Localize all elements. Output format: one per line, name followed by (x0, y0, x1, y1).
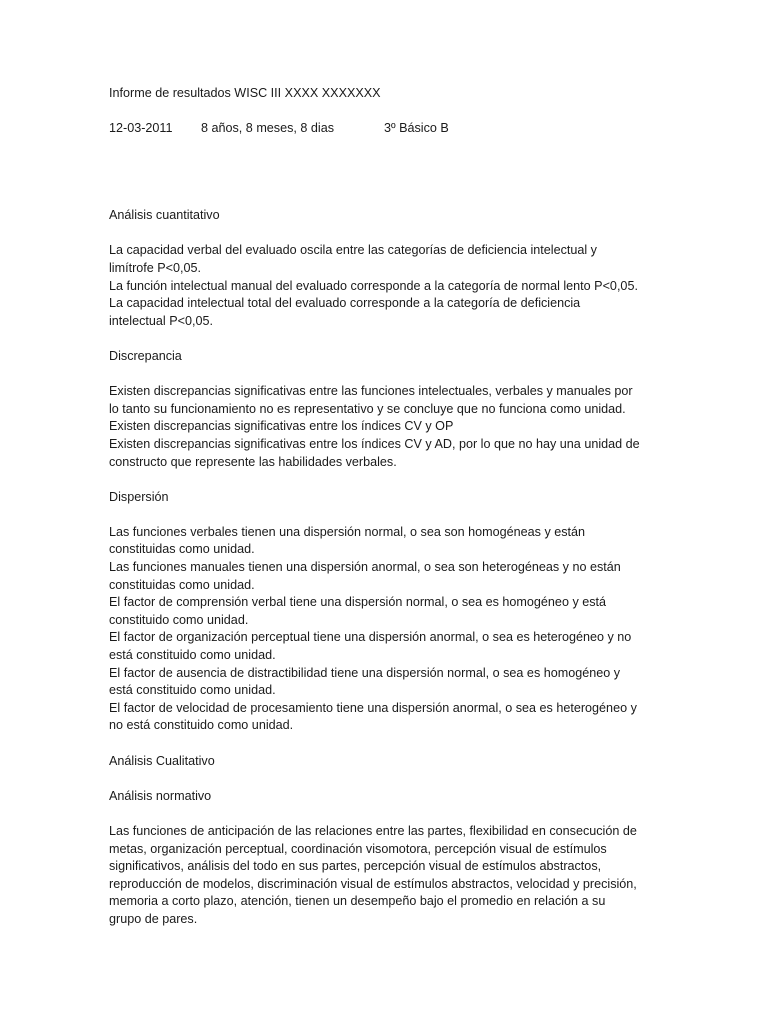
section-heading-normativo: Análisis normativo (109, 788, 212, 803)
section-heading-dispersion: Dispersión (109, 489, 169, 504)
text-line: Existen discrepancias significativas entre las funciones intelectuales, verbales y manuales por (109, 384, 633, 399)
text-line: Las funciones verbales tienen una dispersión normal, o sea son homogéneas y están (109, 524, 586, 539)
text-line: grupo de pares. (109, 911, 198, 926)
section-heading-cuantitativo: Análisis cuantitativo (109, 208, 220, 223)
text-line: lo tanto su funcionamiento no es representativo y se concluye que no funciona como unidad. (109, 401, 626, 416)
text-line: Las funciones de anticipación de las relaciones entre las partes, flexibilidad en consecución de (109, 823, 637, 838)
report-date: 12-03-2011 (109, 120, 173, 135)
text-line: constituidas como unidad. (109, 577, 255, 592)
section-heading-discrepancia: Discrepancia (109, 348, 182, 363)
text-line: constituido como unidad. (109, 612, 249, 627)
text-line: Las funciones manuales tienen una dispersión anormal, o sea son heterogéneas y no están (109, 560, 621, 575)
text-line: intelectual P<0,05. (109, 313, 213, 328)
text-line: limítrofe P<0,05. (109, 260, 202, 275)
text-line: La capacidad verbal del evaluado oscila entre las categorías de deficiencia intelectual y (109, 243, 597, 258)
text-line: constituidas como unidad. (109, 542, 255, 557)
text-line: El factor de organización perceptual tiene una dispersión anormal, o sea es heterogéneo y no (109, 630, 632, 645)
text-line: El factor de velocidad de procesamiento tiene una dispersión anormal, o sea es heterogéneo y (109, 700, 637, 715)
text-line: Existen discrepancias significativas entre los índices CV y AD, por lo que no hay una unidad de (109, 436, 640, 451)
text-line: memoria a corto plazo, atención, tienen un desempeño bajo el promedio en relación a su (109, 894, 606, 909)
student-age: 8 años, 8 meses, 8 dias (201, 120, 335, 135)
text-line: significativos, análisis del todo en sus partes, percepción visual de estímulos abstractos, (109, 859, 602, 874)
section-body-cuantitativo (109, 242, 669, 330)
document-meta (109, 120, 669, 138)
text-line: está constituido como unidad. (109, 683, 276, 698)
section-body-normativo (109, 823, 669, 929)
text-line: Existen discrepancias significativas entre los índices CV y OP (109, 419, 454, 434)
text-line: constructo que represente las habilidades verbales. (109, 454, 397, 469)
text-line: está constituido como unidad. (109, 648, 276, 663)
text-line: El factor de ausencia de distractibilidad tiene una dispersión normal, o sea es homogéneo y (109, 665, 621, 680)
section-body-discrepancia (109, 383, 669, 471)
student-grade: 3º Básico B (384, 120, 449, 135)
text-line: El factor de comprensión verbal tiene una dispersión normal, o sea es homogéneo y está (109, 595, 607, 610)
text-line: no está constituido como unidad. (109, 718, 294, 733)
text-line: La función intelectual manual del evaluado corresponde a la categoría de normal lento P<0,05. (109, 278, 638, 293)
document-page (109, 85, 669, 946)
section-heading-cualitativo: Análisis Cualitativo (109, 753, 215, 768)
text-line: metas, organización perceptual, coordinación visomotora, percepción visual de estímulos (109, 841, 607, 856)
text-line: reproducción de modelos, discriminación visual de estímulos abstractos, velocidad y precisión, (109, 876, 637, 891)
document-title: Informe de resultados WISC III XXXX XXXXXXX (109, 86, 381, 100)
section-body-dispersion (109, 524, 669, 735)
spacer (109, 137, 669, 207)
spacer (109, 103, 669, 120)
text-line: La capacidad intelectual total del evaluado corresponde a la categoría de deficiencia (109, 296, 581, 311)
